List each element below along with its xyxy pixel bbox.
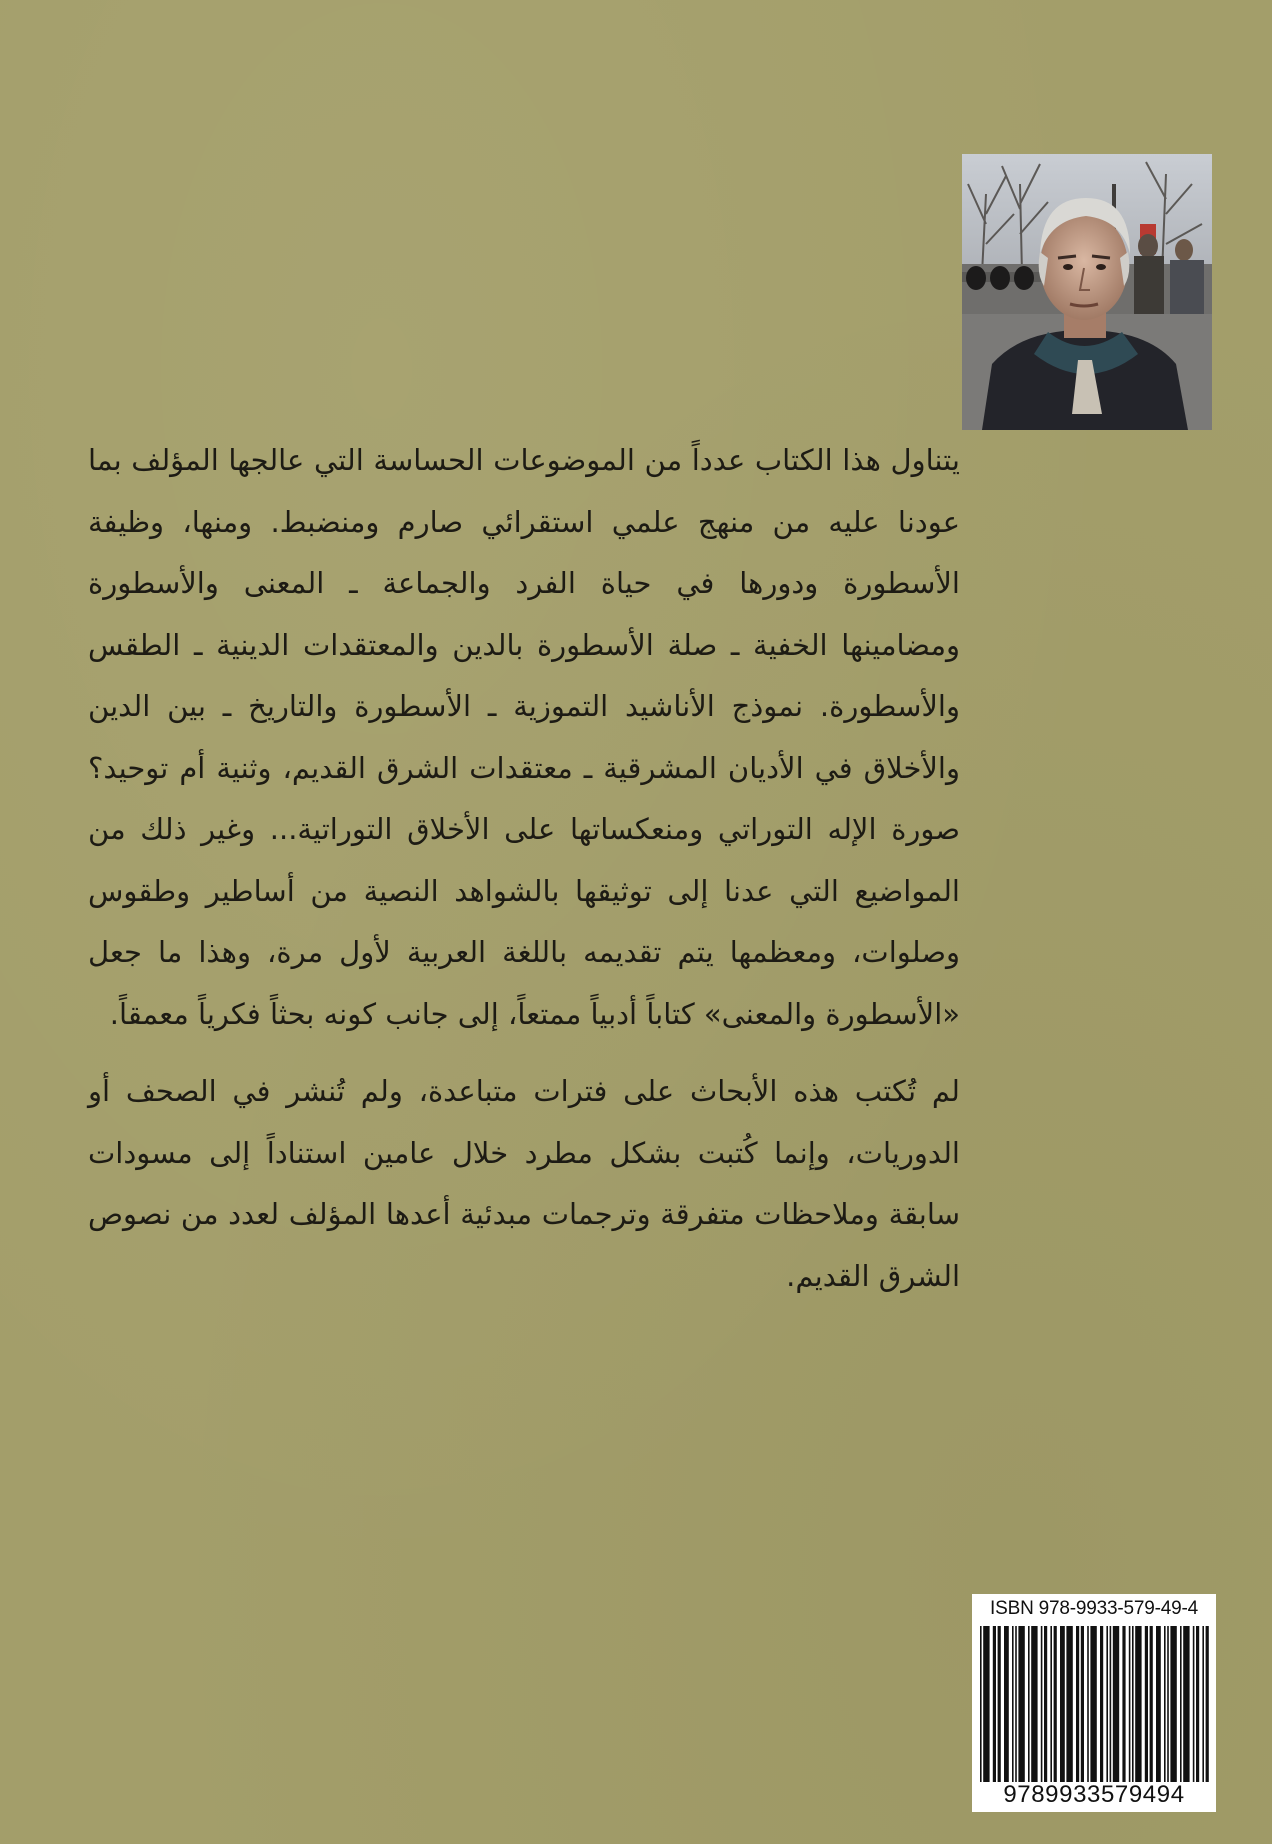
barcode-digits: 9789933579494 bbox=[1003, 1781, 1185, 1808]
isbn-barcode bbox=[972, 1594, 1216, 1812]
description-paragraph-2: لم تُكتب هذه الأبحاث على فترات متباعدة، ولم تُنشر في الصحف أو الدوريات، وإنما كُتبت بشكل مطرد خلال عامين استناداً إلى مسودات سابقة وملاحظات متفرقة وترجمات مبدئية أعدها المؤلف لعدد من نصوص الشرق القديم. bbox=[88, 1074, 960, 1293]
description-paragraph-1: يتناول هذا الكتاب عدداً من الموضوعات الحساسة التي عالجها المؤلف بما عودنا عليه من منهج علمي استقرائي صارم ومنضبط. ومنها، وظيفة الأسطورة ودورها في حياة الفرد والجماعة ـ المعنى والأسطورة ومضامينها الخفية ـ صلة الأسطورة بالدين والمعتقدات الدينية ـ الطقس والأسطورة. نموذج الأناشيد التموزية ـ الأسطورة والتاريخ ـ بين الدين والأخلاق في الأديان المشرقية ـ معتقدات الشرق القديم، وثنية أم توحيد؟ صورة الإله التوراتي ومنعكساتها على الأخلاق التوراتية... وغير ذلك من المواضيع التي عدنا إلى توثيقها بالشواهد النصية من أساطير وطقوس وصلوات، ومعظمها يتم تقديمه باللغة العربية لأول مرة، وهذا ما جعل «الأسطورة والمعنى» كتاباً أدبياً ممتعاً، إلى جانب كونه بحثاً فكرياً معمقاً. bbox=[88, 443, 960, 1031]
author-portrait-icon bbox=[962, 154, 1212, 430]
barcode-bars-icon bbox=[978, 1626, 1210, 1782]
isbn-label: ISBN 978-9933-579-49-4 bbox=[990, 1598, 1198, 1619]
author-photo bbox=[962, 154, 1212, 430]
back-cover-text bbox=[88, 430, 960, 1307]
